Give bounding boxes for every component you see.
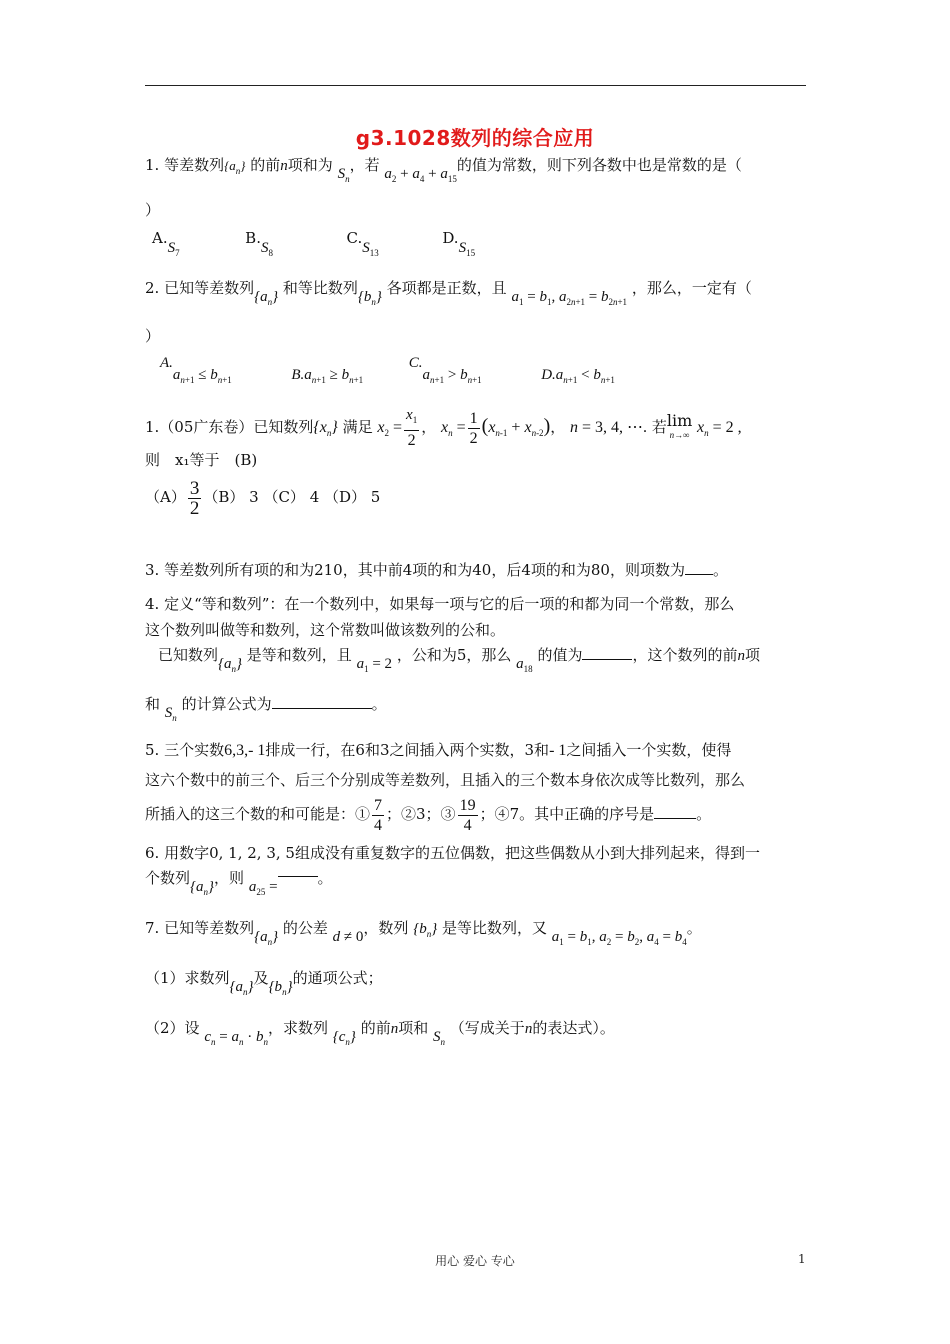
q1-sn: $S_n$ bbox=[337, 166, 350, 184]
q5-line-3 bbox=[145, 794, 711, 835]
q1b-xn-def: $x_n$ = bbox=[441, 419, 466, 438]
q1-option-c-label: C. bbox=[346, 229, 363, 247]
q4-a1-eq: $a_1 = 2$ bbox=[356, 656, 393, 674]
q7-part-2 bbox=[145, 1018, 615, 1047]
q1-option-a-label: A. bbox=[152, 229, 168, 247]
q1b-n-range: n = 3, 4, ⋯. bbox=[570, 419, 648, 436]
q1-options bbox=[152, 228, 476, 258]
q7-part2-cn: $\{c_n\}$ bbox=[332, 1029, 356, 1047]
q7-part2-cn-def: $c_n = a_n \cdot b_n$ bbox=[204, 1029, 268, 1047]
q1-seq-an: { bbox=[224, 158, 230, 173]
q1b-choice-a-label: （A） bbox=[145, 488, 186, 506]
q5-text-c: 之间插入一个实数，使得 bbox=[566, 741, 732, 759]
question-1-line-1 bbox=[145, 155, 742, 184]
page-title: g3.1028数列的综合应用 bbox=[355, 126, 595, 150]
q4-text-i: 。 bbox=[371, 695, 387, 713]
q2-option-c-label: C. bbox=[408, 355, 423, 371]
q7-part2-text-e: （写成关于 bbox=[449, 1019, 525, 1037]
q7-part1-text-a: （1）求数列 bbox=[145, 969, 230, 987]
q7-part2-text-d: 项和 bbox=[398, 1019, 429, 1037]
q1b-prefix: 1.（05广东卷）已知数列 bbox=[145, 418, 314, 436]
q1b-text-1: 满足 bbox=[342, 418, 373, 436]
q7-line-1 bbox=[145, 918, 702, 947]
page-number: 1 bbox=[798, 1252, 806, 1266]
q2-option-b-label: B. bbox=[291, 367, 305, 383]
q7-an: $\{a_n\}$ bbox=[254, 929, 279, 947]
q6-text-a: 个数列 bbox=[145, 869, 191, 887]
q7-text-b: 的公差 bbox=[282, 919, 328, 937]
q7-text-e: 。 bbox=[686, 919, 702, 937]
q4-text-h: 的计算公式为 bbox=[181, 695, 272, 713]
q7-text-c: ，数列 bbox=[363, 919, 409, 937]
q5-answer-blank[interactable] bbox=[654, 804, 696, 819]
q1b-text-3: ， bbox=[550, 418, 566, 436]
q2-bn: $\{b_n\}$ bbox=[357, 289, 382, 307]
q7-part2-text-f: 的表达式）。 bbox=[532, 1019, 615, 1037]
q1-text-2: 项和为 bbox=[287, 156, 333, 174]
q7-part2-sn: $S_n$ bbox=[433, 1029, 446, 1047]
q5-text-f: ；④7。其中正确的序号是 bbox=[479, 805, 655, 823]
q2-an: $\{a_n\}$ bbox=[254, 289, 279, 307]
q4-sn-formula-blank[interactable] bbox=[272, 694, 372, 709]
q6-a25: $a_{25}$ = bbox=[248, 879, 278, 897]
q4-text-c: ，公和为5，那么 bbox=[396, 646, 512, 664]
q5-text-d: 所插入的这三个数的和可能是：① bbox=[145, 805, 371, 823]
q4-line-2: 这个数列叫做等和数列，这个常数叫做该数列的公和。 bbox=[145, 621, 506, 639]
q5-fraction-7-over-4: $\frac{7}{4}$ bbox=[374, 796, 383, 834]
q7-part2-text-b: ，求数列 bbox=[267, 1019, 328, 1037]
q4-line-3 bbox=[158, 645, 760, 674]
q1-text-1: 的前 bbox=[250, 156, 281, 174]
q1-option-d-label: D. bbox=[442, 229, 459, 247]
q6-text-b: ，则 bbox=[214, 869, 245, 887]
q1b-xn: $\{x_n\}$ bbox=[313, 419, 338, 438]
question-1b-line-1 bbox=[145, 406, 742, 452]
q7-part2-n2: n bbox=[524, 1021, 533, 1037]
q1b-text-4: 若 bbox=[651, 418, 667, 436]
q2-text-2: 各项都是正数，且 bbox=[386, 279, 507, 297]
q4-text-d: 的值为 bbox=[537, 646, 583, 664]
q1b-fraction-3-over-2: $\frac{3}{2}$ bbox=[189, 477, 200, 519]
q1b-limit: lim n→∞ bbox=[666, 411, 693, 440]
q5-text-b: 排成一行，在6和3之间插入两个实数，3和 bbox=[265, 741, 550, 759]
q4-a18: $a_{18}$ bbox=[516, 656, 533, 674]
q5-fraction-19-over-4: $\frac{19}{4}$ bbox=[459, 796, 476, 834]
q2-option-b: $B.a_{n+1} \ge b_{n+1}$ bbox=[291, 367, 364, 385]
q5-text-a: 5. 三个实数 bbox=[145, 741, 225, 759]
question-2-line-1 bbox=[145, 278, 752, 307]
q7-part1-text-b: 及 bbox=[253, 969, 269, 987]
q1-option-b-label: B. bbox=[245, 229, 261, 247]
q6-line-2 bbox=[145, 868, 333, 897]
q4-line-1: 4. 定义“等和数列”：在一个数列中，如果每一项与它的后一项的和都为同一个常数，那么 bbox=[145, 595, 735, 613]
q4-text-g: 和 bbox=[145, 695, 161, 713]
q2-options bbox=[160, 352, 615, 385]
q1b-line-2: 则 x₁等于 (B) bbox=[145, 451, 258, 469]
q5-neg-one: - 1 bbox=[549, 742, 567, 759]
q1-option-d: $S_{15}$ bbox=[458, 240, 476, 258]
q2-text-3: ，那么，一定有（ bbox=[631, 279, 752, 297]
q1b-fraction-x1-over-2: $\frac{x_1}{2}$ bbox=[406, 407, 418, 449]
q2-option-a-label: A. bbox=[160, 355, 173, 371]
q7-part2-text-c: 的前 bbox=[360, 1019, 391, 1037]
q4-line-4 bbox=[145, 694, 387, 723]
q4-text-e: ，这个数列的前 bbox=[632, 646, 738, 664]
q1-sum-expr: $a_2 + a_4 + a_{15}$ bbox=[384, 166, 457, 184]
q2-close: ） bbox=[145, 327, 161, 345]
q4-sn: $S_n$ bbox=[164, 705, 177, 723]
q2-condition: $a_1 = b_1$, $a_{2n+1} = b_{2n+1}$ bbox=[511, 289, 628, 307]
question-3 bbox=[145, 560, 728, 580]
q1-option-c: $S_{13}$ bbox=[362, 240, 379, 258]
q7-conditions: $a_1 = b_1$, $a_2 = b_2$, $a_4 = b_4$ bbox=[551, 929, 687, 947]
q4-n: n bbox=[737, 648, 745, 664]
q1-brace: } bbox=[240, 158, 246, 173]
q2-option-d: $D.a_{n+1} < b_{n+1}$ bbox=[541, 367, 615, 385]
q1-n: n bbox=[280, 158, 288, 174]
q2-prefix: 2. 已知等差数列 bbox=[145, 279, 255, 297]
q6-answer-blank[interactable] bbox=[278, 862, 318, 877]
q5-text-g: 。 bbox=[696, 805, 712, 823]
q7-part1-text-c: 的通项公式； bbox=[292, 969, 383, 987]
q6-line-1: 6. 用数字0, 1, 2, 3, 5组成没有重复数字的五位偶数，把这些偶数从小到大排列起来，得到一 bbox=[145, 844, 760, 862]
q4-text-f: 项 bbox=[744, 646, 760, 664]
q2-option-c: $a_{n+1} > b_{n+1}$ bbox=[422, 367, 482, 385]
header-rule bbox=[145, 85, 806, 86]
q6-text-c: 。 bbox=[317, 869, 333, 887]
q7-text-d: 是等比数列，又 bbox=[441, 919, 547, 937]
q1b-text-2: ， bbox=[421, 418, 437, 436]
q7-part-1 bbox=[145, 968, 383, 997]
q1-close: ） bbox=[145, 201, 161, 219]
q2-option-a: $a_{n+1} \le b_{n+1}$ bbox=[172, 367, 232, 385]
q1b-limit-value: $x_n = 2$ , bbox=[697, 419, 742, 438]
q2-text-1: 和等比数列 bbox=[282, 279, 358, 297]
q1b-x2-def: $x_2$ = bbox=[377, 419, 403, 438]
q5-line-1 bbox=[145, 740, 731, 761]
q4-a18-answer-blank[interactable] bbox=[582, 645, 632, 660]
q1-text-4: 的值为常数，则下列各数中也是常数的是（ bbox=[456, 156, 742, 174]
q5-numbers: 6,3,- 1 bbox=[224, 742, 266, 759]
q3-answer-blank[interactable] bbox=[685, 560, 713, 575]
q2-option-d-label: D. bbox=[541, 367, 556, 383]
q1b-fraction-half: $\frac{1}{2}$ bbox=[469, 409, 478, 447]
q1-prefix: 1. 等差数列 bbox=[145, 156, 225, 174]
q3-text: 3. 等差数列所有项的和为210，其中前4项的和为40，后4项的和为80，则项数为 bbox=[145, 561, 685, 579]
q7-part1-bn: $\{b_n\}$ bbox=[268, 979, 293, 997]
q1-a: $a_n$ bbox=[229, 158, 241, 176]
q7-part1-an: $\{a_n\}$ bbox=[229, 979, 254, 997]
q7-part2-n: n bbox=[390, 1021, 399, 1037]
q1b-recurrence: $(x_{n-1} + x_{n-2})$ bbox=[481, 415, 551, 438]
q4-an: $\{a_n\}$ bbox=[218, 656, 243, 674]
q1-option-b: $S_8$ bbox=[260, 240, 273, 258]
q1b-choices-rest: （B） 3 （C） 4 （D） 5 bbox=[203, 488, 381, 506]
q1b-choices bbox=[145, 478, 380, 518]
q4-text-a: 已知数列 bbox=[158, 646, 219, 664]
q7-part2-text-a: （2）设 bbox=[145, 1019, 200, 1037]
q1-option-a: $S_7$ bbox=[167, 240, 180, 258]
page-footer: 用心 爱心 专心 bbox=[435, 1254, 515, 1268]
q3-end: 。 bbox=[712, 561, 728, 579]
q1-text-3: ，若 bbox=[349, 156, 380, 174]
q6-an: $\{a_n\}$ bbox=[190, 879, 215, 897]
q7-bn: $\{b_n\}$ bbox=[413, 921, 438, 939]
q5-text-e: ；②3；③ bbox=[386, 805, 456, 823]
q7-text-a: 7. 已知等差数列 bbox=[145, 919, 255, 937]
q5-line-2: 这六个数中的前三个、后三个分别成等差数列，且插入的三个数本身依次成等比数列，那么 bbox=[145, 771, 746, 789]
q4-text-b: 是等和数列，且 bbox=[246, 646, 352, 664]
q7-d-nonzero: d ≠ 0 bbox=[332, 929, 364, 945]
